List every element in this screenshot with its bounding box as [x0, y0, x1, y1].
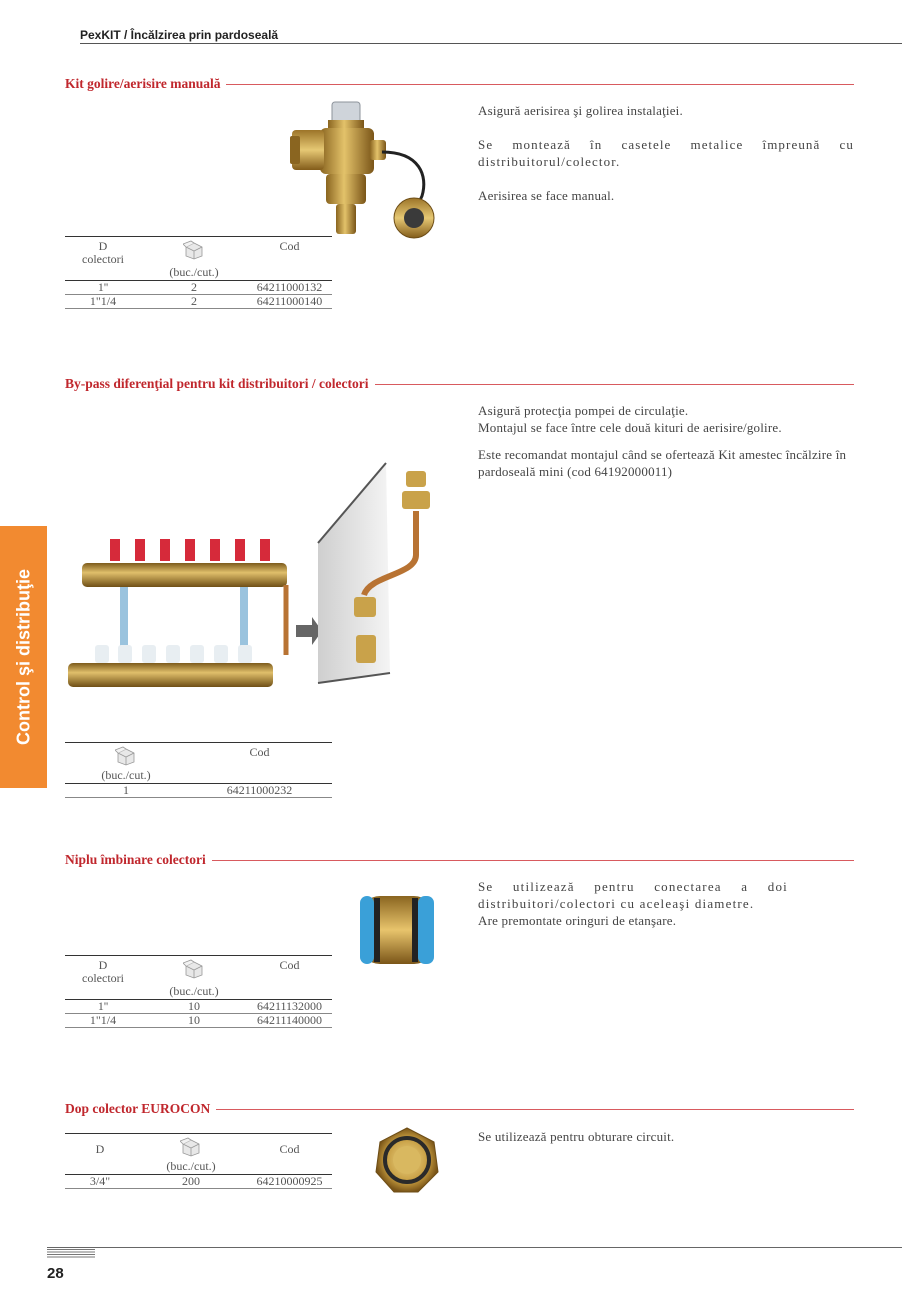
col-pack-header	[141, 237, 247, 267]
side-tab	[0, 526, 47, 788]
bypass-desc-1: Asigură protecţia pompei de circulaţie.	[478, 403, 689, 418]
header-title: PexKIT / Încălzirea prin pardoseală	[80, 28, 279, 42]
upper-valves	[110, 539, 270, 561]
footer-stripes	[47, 1249, 95, 1258]
section-title-niplu: Niplu îmbinare colectori	[65, 852, 212, 868]
niplu-desc-1: Se utilizează pentru conectarea a doi distribuitori/colectori cu aceleaşi diametre.	[478, 879, 788, 911]
page-number: 28	[47, 1265, 64, 1282]
col-pack-header	[135, 1134, 247, 1161]
lower-valves	[95, 645, 252, 663]
col-code-header: Cod	[247, 237, 332, 267]
kit-desc-1: Asigură aerisirea şi golirea instalaţiei.	[478, 103, 683, 118]
col-pack-label: (buc./cut.)	[65, 769, 187, 784]
section-title-bypass: By-pass diferenţial pentru kit distribuitori / colectori	[65, 376, 375, 392]
box-icon	[183, 240, 205, 260]
table-row: 3/4" 200 64210000925	[65, 1175, 332, 1189]
section-title-kit: Kit golire/aerisire manuală	[65, 76, 226, 92]
col-d-header: D colectori	[65, 237, 141, 267]
header-divider	[80, 43, 902, 44]
col-code-header: Cod	[247, 956, 332, 986]
col-d-header: D colectori	[65, 956, 141, 986]
dop-spec-table	[65, 1133, 332, 1189]
kit-golire-image	[290, 96, 440, 241]
table-row: 1"1/4 10 64211140000	[65, 1014, 332, 1028]
niplu-description	[478, 878, 788, 946]
table-row: 1'' 10 64211132000	[65, 1000, 332, 1014]
footer-divider	[47, 1247, 902, 1248]
section-title-dop: Dop colector EUROCON	[65, 1101, 216, 1117]
niplu-image	[356, 890, 438, 970]
bypass-spec-table	[65, 742, 332, 798]
col-pack-label: (buc./cut.)	[141, 266, 247, 281]
table-row: 1'' 2 64211000132	[65, 281, 332, 295]
kit-desc-2: Se montează în casetele metalice împreună cu distribuitorul/colector.	[478, 137, 854, 169]
col-pack-label: (buc./cut.)	[141, 985, 247, 1000]
kit-desc-3: Aerisirea se face manual.	[478, 188, 615, 203]
col-pack-header	[65, 743, 187, 770]
dop-desc-1: Se utilizează pentru obturare circuit.	[478, 1129, 675, 1144]
niplu-desc-2: Are premontate oringuri de etanşare.	[478, 913, 677, 928]
bypass-description	[478, 402, 858, 497]
box-icon	[183, 959, 205, 979]
kit-description	[478, 102, 854, 221]
bypass-desc-3: Este recomandat montajul când se ofertează Kit amestec încălzire în pardoseală mini (cod 64192000011)	[478, 447, 847, 479]
box-icon	[180, 1137, 202, 1157]
bypass-desc-2: Montajul se face între cele două kituri de aerisire/golire.	[478, 420, 782, 435]
bypass-manifold-image	[60, 455, 440, 715]
table-row: 1"1/4 2 64211000140	[65, 295, 332, 309]
col-d-header: D	[65, 1134, 135, 1161]
col-code-header: Cod	[247, 1134, 332, 1161]
dop-image	[372, 1126, 442, 1194]
col-pack-label: (buc./cut.)	[135, 1160, 247, 1175]
col-pack-header	[141, 956, 247, 986]
niplu-spec-table	[65, 955, 332, 1028]
table-row: 1 64211000232	[65, 784, 332, 798]
box-icon	[115, 746, 137, 766]
kit-spec-table	[65, 236, 332, 309]
side-tab-label: Control şi distribuţie	[13, 568, 33, 746]
col-code-header: Cod	[187, 743, 332, 770]
dop-description	[478, 1128, 854, 1162]
